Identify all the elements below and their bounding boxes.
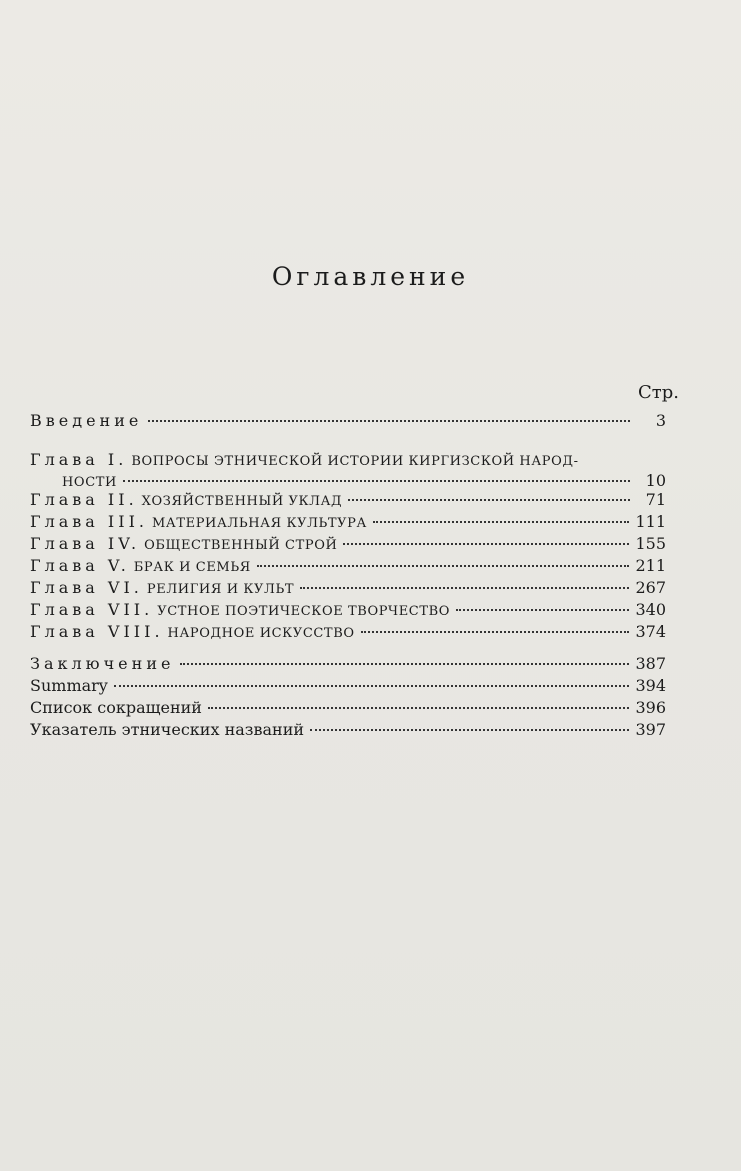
- chapter-title: БРАК И СЕМЬЯ: [133, 560, 251, 575]
- toc-page-number: 111: [635, 512, 666, 531]
- toc-page-number: 387: [635, 654, 666, 673]
- leader-dots: [300, 587, 629, 589]
- toc-page-number: 396: [635, 698, 666, 717]
- chapter-prefix: Глава VI.: [30, 578, 143, 597]
- chapter-prefix: Глава VIII.: [30, 622, 164, 641]
- chapter-title: УСТНОЕ ПОЭТИЧЕСКОЕ ТВОРЧЕСТВО: [157, 604, 451, 619]
- toc-page-number: 155: [635, 534, 666, 553]
- toc-entry-abbreviations[interactable]: [30, 698, 666, 720]
- toc-entry-intro[interactable]: [30, 411, 666, 433]
- toc-page-number: 267: [635, 578, 666, 597]
- chapter-title: НАРОДНОЕ ИСКУССТВО: [167, 626, 355, 641]
- chapter-prefix: Глава I.: [30, 450, 128, 469]
- leader-dots: [361, 631, 630, 633]
- toc-entry-label: Список сокращений: [30, 698, 202, 717]
- chapter-title: РЕЛИГИЯ И КУЛЬТ: [146, 582, 295, 597]
- chapter-title: ХОЗЯЙСТВЕННЫЙ УКЛАД: [141, 494, 343, 509]
- toc-entry-label: Введение: [30, 411, 143, 430]
- chapter-title-continued: НОСТИ: [62, 475, 117, 490]
- toc-entry-chapter-8[interactable]: [30, 622, 666, 644]
- toc-entry-label: Summary: [30, 676, 108, 695]
- leader-dots: [348, 499, 630, 501]
- chapter-title: ВОПРОСЫ ЭТНИЧЕСКОЙ ИСТОРИИ КИРГИЗСКОЙ НАРОД-: [131, 454, 579, 469]
- leader-dots: [114, 685, 630, 687]
- chapter-prefix: Глава IV.: [30, 534, 141, 553]
- leader-dots: [123, 480, 630, 482]
- toc-entry-label: Указатель этнических названий: [30, 720, 305, 739]
- toc-entry-chapter-4[interactable]: [30, 534, 666, 556]
- toc-entry-chapter-2[interactable]: [30, 490, 666, 512]
- toc-entry-chapter-1[interactable]: [30, 450, 666, 472]
- toc-page-number: 10: [645, 471, 666, 490]
- toc-entry-conclusion[interactable]: [30, 654, 666, 676]
- page-column-label: Стр.: [638, 382, 679, 403]
- toc-entry-chapter-5[interactable]: [30, 556, 666, 578]
- toc-entry-chapter-6[interactable]: [30, 578, 666, 600]
- leader-dots: [148, 420, 630, 422]
- toc-page-number: 397: [635, 720, 666, 739]
- leader-dots: [456, 609, 629, 611]
- toc-page-number: 374: [635, 622, 666, 641]
- chapter-title: ОБЩЕСТВЕННЫЙ СТРОЙ: [144, 538, 338, 553]
- toc-page-number: 71: [645, 490, 666, 509]
- toc-page-number: 211: [635, 556, 666, 575]
- leader-dots: [310, 729, 629, 731]
- leader-dots: [343, 543, 629, 545]
- leader-dots: [180, 663, 629, 665]
- chapter-prefix: Глава VII.: [30, 600, 154, 619]
- toc-page-number: 394: [635, 676, 666, 695]
- chapter-prefix: Глава III.: [30, 512, 148, 531]
- toc-entry-chapter-7[interactable]: [30, 600, 666, 622]
- page-title: Оглавление: [271, 262, 470, 291]
- leader-dots: [257, 565, 630, 567]
- toc-entry-ethnic-index[interactable]: [30, 720, 666, 742]
- chapter-prefix: Глава V.: [30, 556, 130, 575]
- toc-entry-label: Заключение: [30, 654, 175, 673]
- leader-dots: [208, 707, 629, 709]
- chapter-title: МАТЕРИАЛЬНАЯ КУЛЬТУРА: [151, 516, 367, 531]
- toc-entry-chapter-3[interactable]: [30, 512, 666, 534]
- chapter-prefix: Глава II.: [30, 490, 138, 509]
- leader-dots: [373, 521, 629, 523]
- toc-page-number: 340: [635, 600, 666, 619]
- toc-page-number: 3: [655, 411, 666, 430]
- toc-entry-summary[interactable]: [30, 676, 666, 698]
